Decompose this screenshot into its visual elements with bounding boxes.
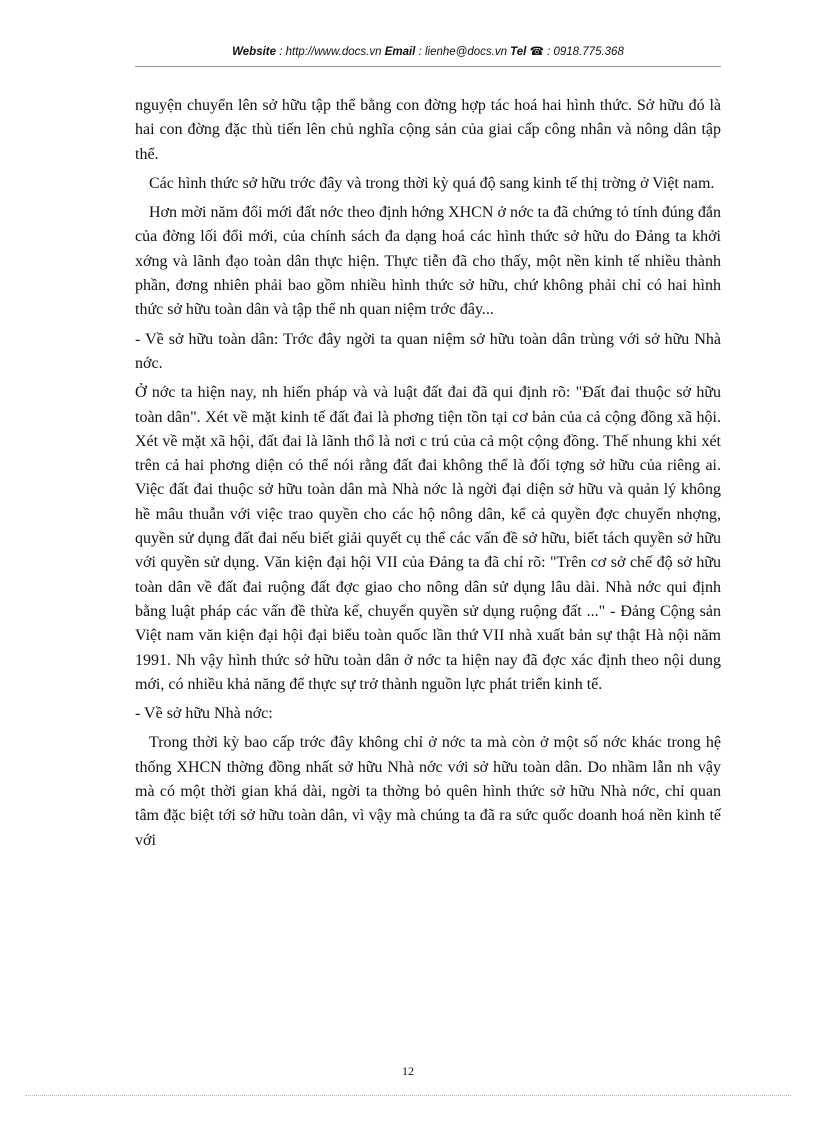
- paragraph: Ở nớc ta hiện nay, nh hiến pháp và và luật đất đai đã qui định rõ: "Đất đai thuộc sở hữu toàn dân". Xét về mặt kinh tế đất đai là phơng tiện tồn tại cơ bản của cả cộng đồng xã hội. Xét về mặt xã hội, đất đai là lãnh thổ là nơi c trú của cả một cộng đồng. Thế nhung khi xét trên cả hai phơng diện có thể nói rằng đất đai không thể là đối tợng sở hữu của riêng ai. Việc đất đai thuộc sở hữu toàn dân mà Nhà nớc là ngời đại diện sở hữu và quản lý không hề mâu thuẫn với việc trao quyền cho các hộ nông dân, kể cả quyền đợc chuyển nhợng, quyền sử dụng đất đai nếu biết giải quyết cụ thể các vấn đề sở hữu, biết tách quyền sở hữu với quyền sử dụng. Văn kiện đại hội VII của Đảng ta đã chỉ rõ: "Trên cơ sở chế độ sở hữu toàn dân về đất đai ruộng đất đợc giao cho nông dân sử dụng lâu dài. Nhà nớc qui định bằng luật pháp các vấn đề thừa kế, chuyển quyền sử dụng ruộng đất ..." - Đảng Cộng sản Việt nam văn kiện đại hội đại biểu toàn quốc lần thứ VII nhà xuất bản sự thật Hà nội năm 1991. Nh vậy hình thức sở hữu toàn dân ở nớc ta hiện nay đã đợc xác định theo nội dung mới, có nhiều khả năng để thực sự trở thành nguồn lực phát triển kinh tế.: [135, 384, 721, 693]
- paragraph: Các hình thức sở hữu trớc đây và trong thời kỳ quá độ sang kinh tế thị trờng ở Việt nam.: [149, 174, 715, 192]
- email-value[interactable]: lienhe@docs.vn: [424, 46, 507, 58]
- website-sep: :: [276, 46, 286, 58]
- paragraph: Trong thời kỳ bao cấp trớc đây không chỉ ở nớc ta mà còn ở một số nớc khác trong hệ thống XHCN thờng đồng nhất sở hữu Nhà nớc với sở hữu toàn dân. Do nhầm lẫn nh vậy mà có một thời gian khá dài, ngời ta thờng bỏ quên hình thức sở hữu Nhà nớc, chỉ quan tâm đặc biệt tới sở hữu toàn dân, vì vậy mà chúng ta đã ra sức quốc doanh hoá nền kinh tế với: [135, 734, 721, 849]
- page-number: 12: [402, 1064, 414, 1078]
- tel-sep: :: [543, 46, 554, 58]
- paragraph: Hơn mời năm đổi mới đất nớc theo định hớng XHCN ở nớc ta đã chứng tỏ tính đúng đắn của đờng lối đổi mới, của chính sách đa dạng hoá các hình thức sở hữu do Đảng ta khởi xớng và lãnh đạo toàn dân thực hiện. Thực tiễn đã cho thấy, một nền kinh tế nhiều thành phần, đơng nhiên phải bao gồm nhiều hình thức sở hữu, chứ không phải chỉ có hai hình thức sở hữu toàn dân và tập thể nh quan niệm trớc đây...: [135, 204, 721, 319]
- website-url[interactable]: http://www.docs.vn: [285, 46, 382, 58]
- tel-value: 0918.775.368: [553, 46, 624, 58]
- document-body: [135, 94, 721, 858]
- website-label: Website: [232, 46, 277, 58]
- paragraph: nguyện chuyển lên sở hữu tập thể bằng con đờng hợp tác hoá hai hình thức. Sở hữu đó là hai con đờng đặc thù tiến lên chủ nghĩa cộng sản của giai cấp công nhân và nông dân tập thể.: [135, 97, 721, 163]
- tel-label: Tel: [510, 46, 527, 58]
- section-heading: - Về sở hữu toàn dân: Trớc đây ngời ta quan niệm sở hữu toàn dân trùng với sở hữu Nhà nớc.: [135, 330, 721, 372]
- page-header: [135, 44, 721, 67]
- email-sep: :: [415, 46, 425, 58]
- footer-divider: [25, 1095, 791, 1096]
- email-label: Email: [384, 46, 416, 58]
- telephone-icon: ☎: [529, 46, 544, 58]
- section-heading: - Về sở hữu Nhà nớc:: [135, 705, 273, 723]
